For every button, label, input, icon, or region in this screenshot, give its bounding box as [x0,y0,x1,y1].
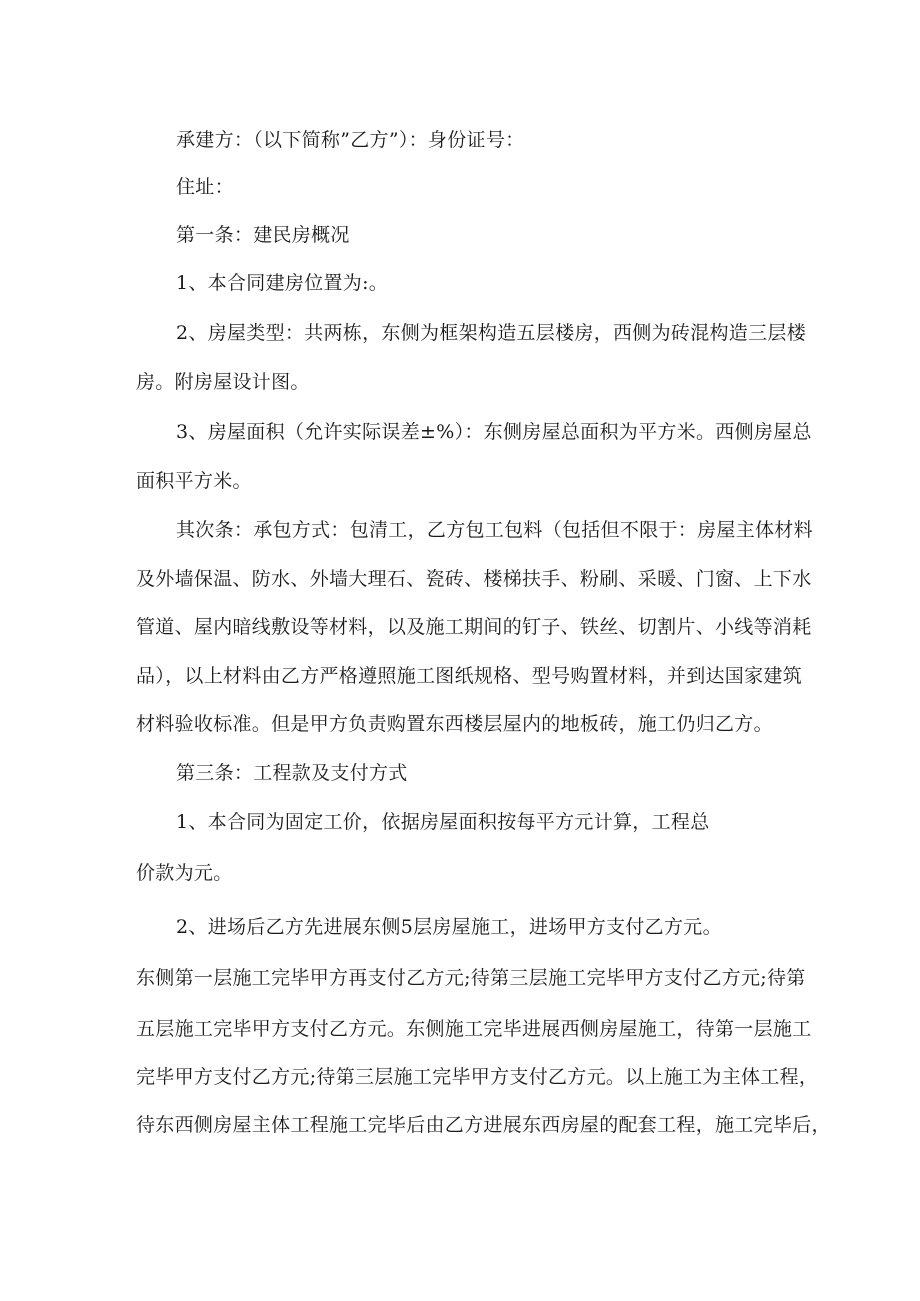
clause-fixed-price-line-2: 价款为元。 [136,862,233,884]
clause-payment-line-4: 完毕甲方支付乙方元;待第三层施工完毕甲方支付乙方元。以上施工为主体工程， [136,1066,819,1088]
clause-area-line-1: 3、房屋面积（允许实际误差±%）：东侧房屋总面积为平方米。西侧房屋总 [176,421,812,443]
clause-house-type-line-2: 房。附房屋设计图。 [136,371,310,393]
contractor-info-line: 承建方：（以下简称”乙方”）：身份证号： [176,129,525,151]
article-two-line-3: 管道、屋内暗线敷设等材料，以及施工期间的钉子、铁丝、切割片、小线等消耗 [136,616,812,638]
clause-area-line-2: 面积平方米。 [136,470,252,492]
clause-house-type-line-1: 2、房屋类型：共两栋，东侧为框架构造五层楼房，西侧为砖混构造三层楼 [176,322,806,344]
clause-payment-line-1: 2、进场后乙方先进展东侧5层房屋施工，进场甲方支付乙方元。 [176,916,722,938]
article-two-line-5: 材料验收标准。但是甲方负责购置东西楼层屋内的地板砖，施工仍归乙方。 [136,713,773,735]
article-two-line-4: 品），以上材料由乙方严格遵照施工图纸规格、型号购置材料，并到达国家建筑 [136,665,803,687]
clause-location: 1、本合同建房位置为:。 [176,272,389,294]
clause-payment-line-2: 东侧第一层施工完毕甲方再支付乙方元;待第三层施工完毕甲方支付乙方元;待第 [136,967,806,989]
clause-payment-line-3: 五层施工完毕甲方支付乙方元。东侧施工完毕进展西侧房屋施工，待第一层施工 [136,1018,812,1040]
clause-fixed-price-line-1: 1、本合同为固定工价，依据房屋面积按每平方元计算，工程总 [176,811,710,833]
article-two-line-2: 及外墙保温、防水、外墙大理石、瓷砖、楼梯扶手、粉刷、采暖、门窗、上下水 [136,568,812,590]
clause-payment-line-5: 待东西侧房屋主体工程施工完毕后由乙方进展东西房屋的配套工程，施工完毕后， [136,1114,831,1136]
article-three-heading: 第三条：工程款及支付方式 [176,762,408,784]
article-one-heading: 第一条：建民房概况 [176,224,350,246]
address-line: 住址： [176,176,234,198]
article-two-line-1: 其次条：承包方式：包清工，乙方包工包料（包括但不限于：房屋主体材料 [176,519,813,541]
